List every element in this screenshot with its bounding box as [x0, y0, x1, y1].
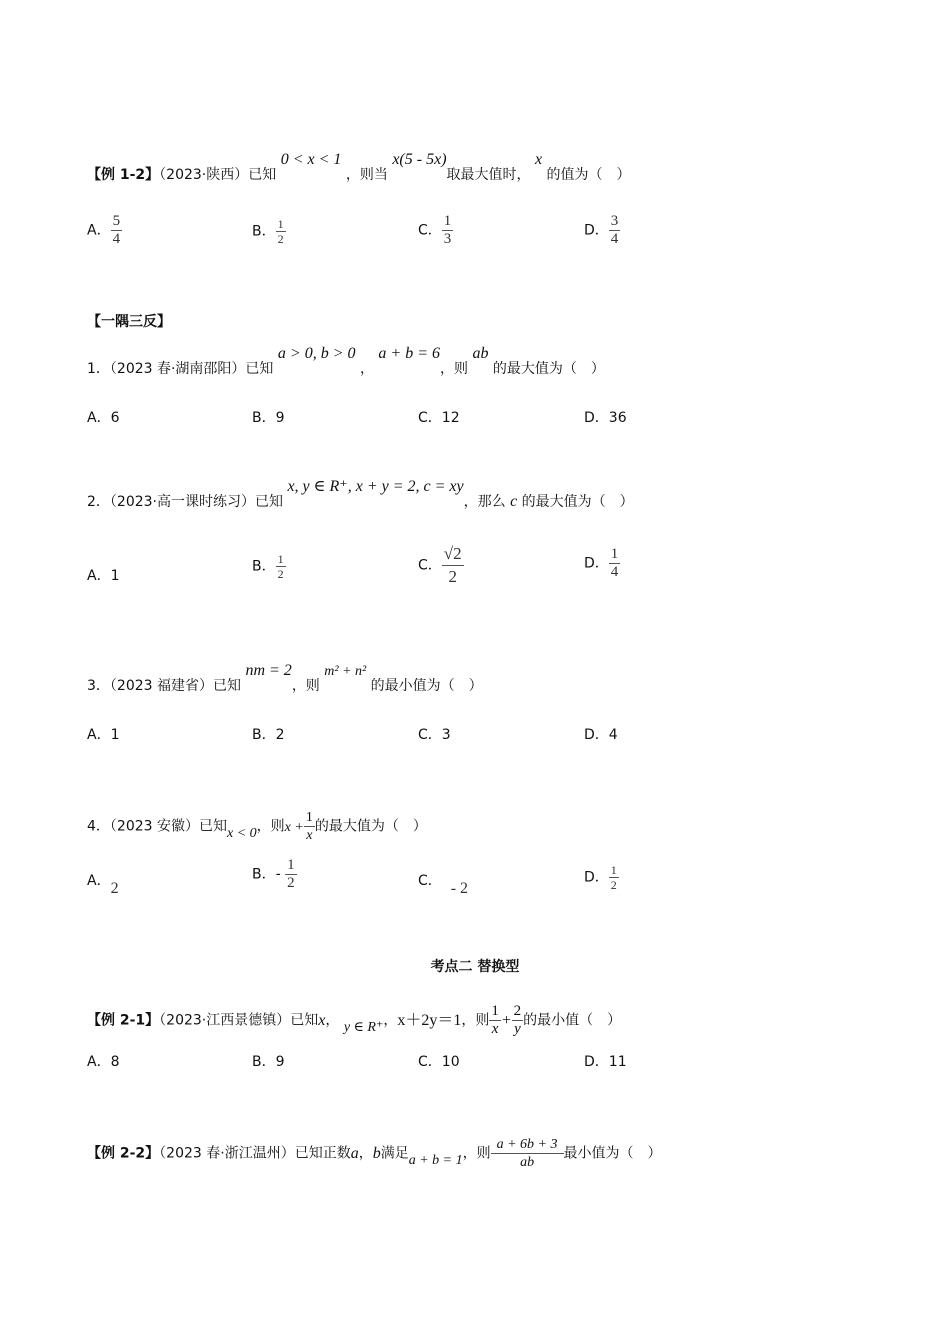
- option-value: 1: [110, 568, 120, 584]
- numerator: a + 6b + 3: [491, 1136, 564, 1154]
- math-condition: 0 < x < 1: [280, 151, 342, 168]
- option-b[interactable]: [252, 217, 286, 246]
- question-source: （2023 春·浙江温州）已知正数: [159, 1145, 351, 1162]
- example-2-1-question: [87, 1003, 621, 1038]
- numerator: 1: [491, 1003, 499, 1019]
- question-text: 的最小值（ ）: [523, 1012, 622, 1029]
- denominator: 2: [277, 232, 284, 246]
- math-condition: x < 0: [227, 825, 257, 841]
- option-value: 2: [275, 727, 285, 743]
- math-condition: nm = 2: [245, 662, 292, 679]
- option-b[interactable]: [252, 725, 285, 745]
- example-label: 【例 2-1】: [87, 1012, 160, 1029]
- question-4: [87, 809, 427, 844]
- denominator: 4: [610, 231, 619, 247]
- option-letter: C．: [418, 1054, 442, 1070]
- option-a[interactable]: [87, 213, 122, 248]
- option-value: 2: [110, 880, 119, 897]
- section-title: 考点二 替换型: [430, 959, 520, 975]
- option-value: 36: [608, 410, 627, 426]
- question-source: 3．（2023 福建省）已知: [87, 678, 241, 694]
- numerator: 1: [277, 552, 284, 566]
- option-value: 10: [441, 1054, 460, 1070]
- option-b[interactable]: [252, 1052, 285, 1072]
- option-letter: A．: [87, 727, 111, 743]
- math-condition: y ∈ R⁺: [343, 1019, 384, 1035]
- numerator: 1: [305, 810, 313, 825]
- math-condition: x, y ∈ R⁺, x + y = 2, c = xy: [287, 478, 464, 495]
- question-source: （2023·江西景德镇）已知: [159, 1012, 319, 1029]
- option-value: 4: [608, 727, 618, 743]
- question-3: [87, 662, 483, 697]
- question-text: 取最大值时，: [446, 167, 531, 183]
- plus-sign: +: [500, 1011, 512, 1029]
- math-expression: ab: [472, 345, 489, 362]
- option-a[interactable]: [87, 408, 120, 428]
- math-variable: c: [510, 493, 518, 510]
- option-a[interactable]: [87, 566, 120, 586]
- question-text: 的最小值为（ ）: [370, 678, 483, 694]
- math-equation: x＋2y＝1: [397, 1011, 462, 1029]
- option-letter: C．: [418, 873, 442, 889]
- question-text: ，: [383, 1012, 398, 1029]
- numerator: 1: [443, 213, 452, 229]
- fraction: [609, 863, 619, 892]
- question-source: 1．（2023 春·湖南邵阳）已知: [87, 361, 274, 377]
- denominator: x: [491, 1021, 499, 1037]
- option-letter: C．: [418, 727, 442, 743]
- question-text: 的最大值为（ ）: [314, 818, 427, 835]
- option-letter: A．: [87, 873, 111, 889]
- math-expression: x(5 - 5x): [392, 151, 447, 168]
- section-heading: 【一隅三反】: [87, 314, 171, 330]
- option-c[interactable]: [418, 871, 469, 897]
- fraction: [276, 217, 286, 246]
- question-text: 满足: [380, 1145, 409, 1162]
- option-letter: D．: [584, 1054, 609, 1070]
- option-c[interactable]: [418, 725, 451, 745]
- option-letter: D．: [584, 727, 609, 743]
- option-letter: A．: [87, 222, 111, 239]
- denominator: 2: [448, 567, 457, 586]
- question-source: 2．（2023·高一课时练习）已知: [87, 494, 283, 510]
- option-letter: D．: [584, 869, 609, 886]
- math-expression: x +: [284, 819, 304, 835]
- numerator: 1: [610, 546, 619, 562]
- option-letter: B．: [252, 727, 276, 743]
- option-value: 6: [110, 410, 120, 426]
- denominator: 2: [287, 875, 295, 891]
- question-text: ，则: [256, 818, 285, 835]
- math-condition: a > 0, b > 0: [277, 345, 356, 362]
- option-value: 1: [110, 727, 120, 743]
- math-variable: x: [318, 1011, 326, 1029]
- denominator: 2: [277, 567, 284, 581]
- denominator: y: [514, 1021, 521, 1037]
- option-letter: D．: [584, 410, 609, 426]
- fraction: [609, 546, 621, 581]
- option-value: 8: [110, 1054, 120, 1070]
- math-variable: x: [534, 151, 543, 168]
- option-letter: C．: [418, 222, 442, 239]
- numerator: 5: [112, 213, 121, 229]
- option-c[interactable]: [418, 213, 453, 248]
- option-value: 9: [275, 1054, 285, 1070]
- option-b[interactable]: [252, 857, 297, 892]
- option-value: 3: [441, 727, 451, 743]
- math-variable: a: [350, 1144, 359, 1162]
- question-text: ，则: [461, 1012, 490, 1029]
- option-a[interactable]: [87, 871, 119, 897]
- option-b[interactable]: [252, 408, 285, 428]
- option-letter: C．: [418, 410, 442, 426]
- option-d[interactable]: [584, 725, 618, 745]
- question-text: ，则: [291, 678, 320, 694]
- denominator: ab: [520, 1155, 535, 1170]
- option-c[interactable]: [418, 543, 464, 588]
- question-text: ，则当: [345, 167, 388, 183]
- question-text: ，那么: [463, 494, 506, 510]
- numerator: 3: [610, 213, 619, 229]
- option-d[interactable]: [584, 213, 620, 248]
- numerator: 1: [610, 863, 617, 877]
- question-text: 的最大值为（ ）: [521, 494, 634, 510]
- question-text: ，: [325, 1012, 340, 1029]
- option-letter: D．: [584, 555, 609, 572]
- fraction: [442, 213, 454, 248]
- fraction: [111, 213, 123, 248]
- math-condition: a + b = 1: [408, 1152, 463, 1168]
- fraction: [609, 213, 621, 248]
- option-letter: B．: [252, 866, 276, 883]
- option-letter: A．: [87, 568, 111, 584]
- option-a[interactable]: [87, 725, 120, 745]
- option-letter: B．: [252, 558, 276, 575]
- question-text: 最小值为（ ）: [563, 1145, 662, 1162]
- option-value: 9: [275, 410, 285, 426]
- option-d[interactable]: [584, 546, 620, 581]
- denominator: 2: [610, 878, 617, 892]
- option-a[interactable]: [87, 1052, 120, 1072]
- fraction: [491, 1136, 564, 1171]
- fraction: [512, 1003, 524, 1038]
- question-text: ，: [358, 1145, 373, 1162]
- fraction: [304, 809, 315, 844]
- question-text: ，: [359, 361, 374, 377]
- option-c[interactable]: [418, 1052, 460, 1072]
- example-label: 【例 1-2】: [87, 167, 160, 183]
- example-2-2-question: [87, 1136, 662, 1171]
- fraction: [276, 552, 286, 581]
- option-c[interactable]: [418, 408, 460, 428]
- option-value: - 2: [450, 880, 469, 897]
- denominator: x: [306, 828, 313, 843]
- numerator: √2: [442, 543, 464, 566]
- math-expression: m² + n²: [324, 664, 367, 679]
- option-value: 12: [441, 410, 460, 426]
- numerator: 2: [513, 1003, 522, 1019]
- option-d[interactable]: [584, 863, 619, 892]
- fraction: [489, 1003, 501, 1038]
- question-text: 的值为（ ）: [546, 167, 631, 183]
- numerator: 1: [287, 857, 295, 873]
- fraction: [442, 543, 464, 588]
- example-label: 【例 2-2】: [87, 1145, 160, 1162]
- option-letter: C．: [418, 557, 442, 574]
- question-2: [87, 478, 634, 512]
- math-variable: b: [372, 1144, 381, 1162]
- option-letter: D．: [584, 222, 609, 239]
- question-source: （2023·陕西）已知: [159, 167, 277, 183]
- option-d[interactable]: [584, 1052, 627, 1072]
- option-letter: A．: [87, 410, 111, 426]
- math-condition: a + b = 6: [378, 345, 440, 362]
- question-source: 4．（2023 安徽）已知: [87, 818, 227, 835]
- question-text: ，则: [439, 361, 468, 377]
- question-text: ，则: [462, 1145, 491, 1162]
- option-letter: B．: [252, 410, 276, 426]
- question-text: 的最大值为（ ）: [492, 361, 605, 377]
- denominator: 3: [443, 231, 452, 247]
- example-1-2-question: [87, 151, 631, 185]
- option-letter: A．: [87, 1054, 111, 1070]
- numerator: 1: [277, 217, 284, 231]
- minus-sign: -: [275, 866, 281, 883]
- denominator: 4: [112, 231, 121, 247]
- option-letter: B．: [252, 1054, 276, 1070]
- option-value: 11: [608, 1054, 627, 1070]
- option-letter: B．: [252, 223, 276, 240]
- denominator: 4: [610, 564, 619, 580]
- option-d[interactable]: [584, 408, 627, 428]
- fraction: [285, 857, 297, 892]
- question-1: [87, 345, 605, 379]
- option-b[interactable]: [252, 552, 286, 581]
